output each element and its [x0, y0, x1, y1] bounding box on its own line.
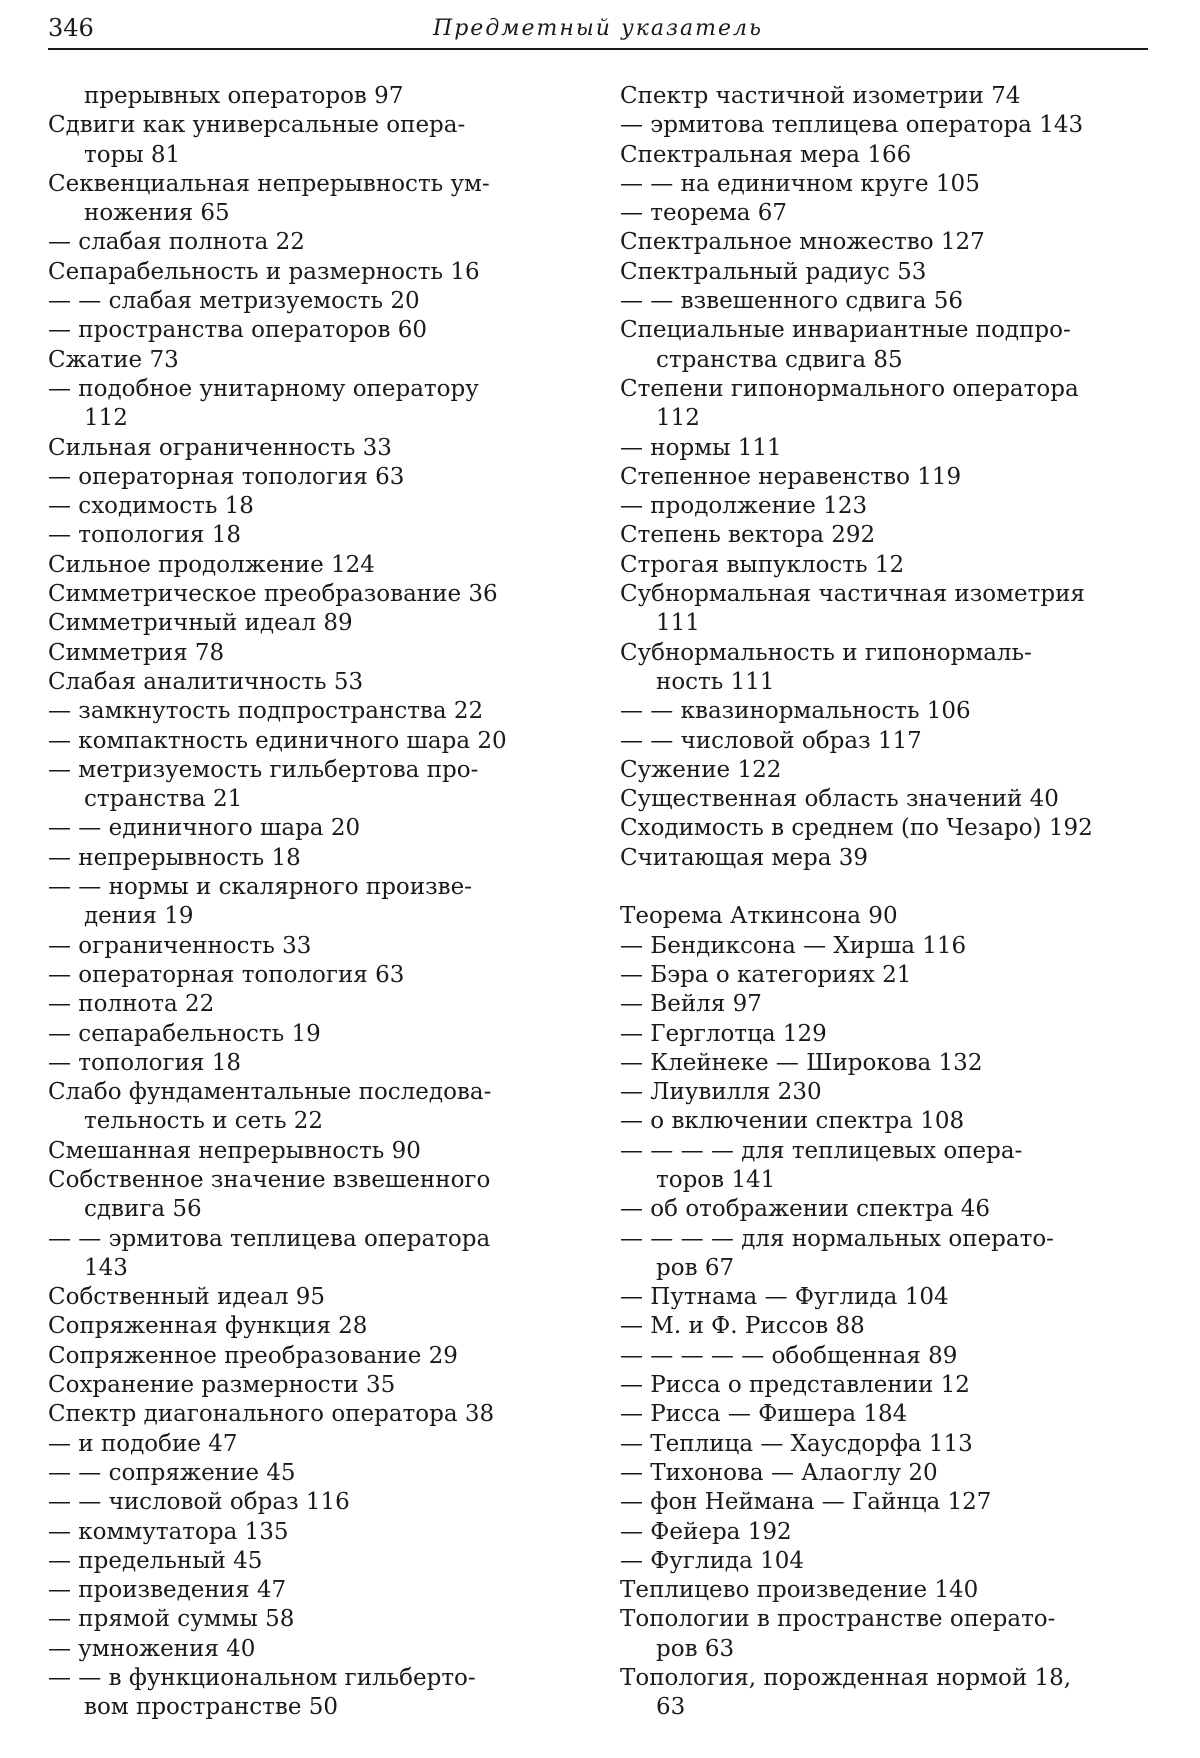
index-entry: Симметрия 78: [48, 639, 225, 666]
index-entry: Сепарабельность и размерность 16: [48, 258, 480, 285]
index-entry: — произведения 47: [48, 1577, 287, 1604]
index-entry: — теорема 67: [620, 200, 788, 227]
index-entry: ножения 65: [84, 200, 230, 227]
index-entry: тельность и сеть 22: [84, 1108, 324, 1135]
index-entry: Существенная область значений 40: [620, 786, 1059, 813]
index-entry: — Фуглида 104: [620, 1547, 805, 1574]
index-entry: Сильное продолжение 124: [48, 551, 375, 578]
index-entry: странства сдвига 85: [656, 346, 903, 373]
index-entry: Сжатие 73: [48, 346, 179, 373]
index-entry: Собственное значение взвешенного: [48, 1166, 491, 1193]
running-title: Предметный указатель: [433, 16, 763, 41]
index-entry: — полнота 22: [48, 991, 215, 1018]
index-entry: — Клейнеке — Широкова 132: [620, 1049, 983, 1076]
index-entry: Степени гипонормального оператора: [620, 375, 1079, 402]
index-entry: — сходимость 18: [48, 493, 254, 520]
index-entry: — — — — — обобщенная 89: [620, 1342, 958, 1369]
index-entry: — коммутатора 135: [48, 1518, 289, 1545]
index-entry: Сопряженное преобразование 29: [48, 1342, 458, 1369]
index-entry: торы 81: [84, 141, 181, 168]
index-entry: Сходимость в среднем (по Чезаро) 192: [620, 815, 1093, 842]
index-entry: — слабая полнота 22: [48, 229, 305, 256]
index-entry: странства 21: [84, 786, 243, 813]
index-entry: — и подобие 47: [48, 1430, 238, 1457]
index-entry: — ограниченность 33: [48, 932, 312, 959]
index-entry: — Тихонова — Алаоглу 20: [620, 1459, 938, 1486]
index-entry: — предельный 45: [48, 1547, 263, 1574]
index-entry: Спектральный радиус 53: [620, 258, 927, 285]
index-entry: Симметричный идеал 89: [48, 610, 353, 637]
index-entry: — — слабая метризуемость 20: [48, 288, 420, 315]
index-entry: Смешанная непрерывность 90: [48, 1137, 421, 1164]
index-entry: Сдвиги как универсальные опера-: [48, 112, 466, 139]
index-entry: — операторная топология 63: [48, 961, 405, 988]
index-entry: — — — — для нормальных операто-: [620, 1225, 1054, 1252]
index-entry: — метризуемость гильбертова про-: [48, 756, 479, 783]
index-entry: — — эрмитова теплицева оператора: [48, 1225, 491, 1252]
page-header: [48, 8, 1148, 50]
index-entry: — продолжение 123: [620, 493, 868, 520]
index-entry: — М. и Ф. Риссов 88: [620, 1313, 865, 1340]
index-entry: — фон Неймана — Гайнца 127: [620, 1489, 992, 1516]
index-entry: Топологии в пространстве операто-: [620, 1606, 1056, 1633]
index-entry: — Теплица — Хаусдорфа 113: [620, 1430, 973, 1457]
index-entry: Сохранение размерности 35: [48, 1372, 396, 1399]
index-entry: Симметрическое преобразование 36: [48, 581, 498, 608]
index-entry: Слабая аналитичность 53: [48, 668, 364, 695]
index-entry: — об отображении спектра 46: [620, 1196, 991, 1223]
index-column-left: [48, 82, 578, 1723]
index-entry: Степенное неравенство 119: [620, 463, 962, 490]
index-entry: Теплицево произведение 140: [620, 1577, 979, 1604]
index-entry: 111: [656, 610, 700, 637]
index-entry: торов 141: [656, 1166, 776, 1193]
index-entry: Сильная ограниченность 33: [48, 434, 392, 461]
index-entry: — — в функциональном гильберто-: [48, 1665, 476, 1692]
index-entry: — прямой суммы 58: [48, 1606, 295, 1633]
index-entry: — — нормы и скалярного произве-: [48, 874, 472, 901]
index-entry: — Лиувилля 230: [620, 1079, 822, 1106]
index-entry: — — единичного шара 20: [48, 815, 361, 842]
index-entry: Спектральная мера 166: [620, 141, 912, 168]
index-entry: Специальные инвариантные подпро-: [620, 317, 1071, 344]
index-entry: Спектральное множество 127: [620, 229, 985, 256]
index-entry: — Герглотца 129: [620, 1020, 827, 1047]
index-entry: Секвенциальная непрерывность ум-: [48, 170, 490, 197]
index-entry: Собственный идеал 95: [48, 1284, 326, 1311]
index-entry: — эрмитова теплицева оператора 143: [620, 112, 1084, 139]
index-entry: ров 63: [656, 1635, 735, 1662]
index-entry: — Бендиксона — Хирша 116: [620, 932, 967, 959]
index-entry: вом пространстве 50: [84, 1694, 339, 1721]
index-entry: — замкнутость подпространства 22: [48, 698, 484, 725]
page-number: 346: [48, 14, 94, 42]
index-column-right: [620, 82, 1165, 1723]
index-entry: дения 19: [84, 903, 194, 930]
index-entry: — Фейера 192: [620, 1518, 792, 1545]
index-entry: — — сопряжение 45: [48, 1459, 296, 1486]
index-entry: Степень вектора 292: [620, 522, 876, 549]
index-entry: — о включении спектра 108: [620, 1108, 965, 1135]
index-entry: Спектр частичной изометрии 74: [620, 83, 1021, 109]
index-entry: Спектр диагонального оператора 38: [48, 1401, 495, 1428]
index-entry: — умножения 40: [48, 1635, 256, 1662]
index-entry: — подобное унитарному оператору: [48, 375, 479, 402]
index-entry: — — на единичном круге 105: [620, 170, 980, 197]
index-entry: — топология 18: [48, 1049, 241, 1076]
index-entry: — Рисса о представлении 12: [620, 1372, 970, 1399]
index-entry: Топология, порожденная нормой 18,: [620, 1665, 1072, 1692]
index-entry: — — взвешенного сдвига 56: [620, 288, 964, 315]
index-entry: — Путнама — Фуглида 104: [620, 1284, 949, 1311]
index-entry: Считающая мера 39: [620, 844, 869, 871]
index-entry: — компактность единичного шара 20: [48, 727, 507, 754]
index-entry: Строгая выпуклость 12: [620, 551, 905, 578]
index-entry: — нормы 111: [620, 434, 782, 461]
index-entry: — Бэра о категориях 21: [620, 961, 912, 988]
index-entry: — Вейля 97: [620, 991, 762, 1018]
index-entry: 63: [656, 1694, 686, 1721]
index-entry: — операторная топология 63: [48, 463, 405, 490]
index-entry: сдвига 56: [84, 1196, 202, 1223]
index-entry: — пространства операторов 60: [48, 317, 428, 344]
index-entry: Сужение 122: [620, 756, 782, 783]
index-entry: 112: [84, 405, 128, 432]
index-entry: — непрерывность 18: [48, 844, 301, 871]
index-entry: — Рисса — Фишера 184: [620, 1401, 908, 1428]
index-entry: Сопряженная функция 28: [48, 1313, 368, 1340]
index-entry: прерывных операторов 97: [84, 83, 404, 109]
index-entry: — сепарабельность 19: [48, 1020, 321, 1047]
index-entry: Слабо фундаментальные последова-: [48, 1079, 492, 1106]
index-entry: — — числовой образ 116: [48, 1489, 350, 1516]
index-entry: 112: [656, 405, 700, 432]
index-entry: ров 67: [656, 1254, 735, 1281]
index-entry: ность 111: [656, 668, 775, 695]
index-entry: 143: [84, 1254, 128, 1281]
index-entry: — топология 18: [48, 522, 241, 549]
index-entry: Субнормальность и гипонормаль-: [620, 639, 1032, 666]
index-entry: Субнормальная частичная изометрия: [620, 581, 1085, 608]
index-entry: — — — — для теплицевых опера-: [620, 1137, 1023, 1164]
index-entry: — — числовой образ 117: [620, 727, 922, 754]
index-entry: Теорема Аткинсона 90: [620, 903, 898, 930]
index-entry: — — квазинормальность 106: [620, 698, 971, 725]
